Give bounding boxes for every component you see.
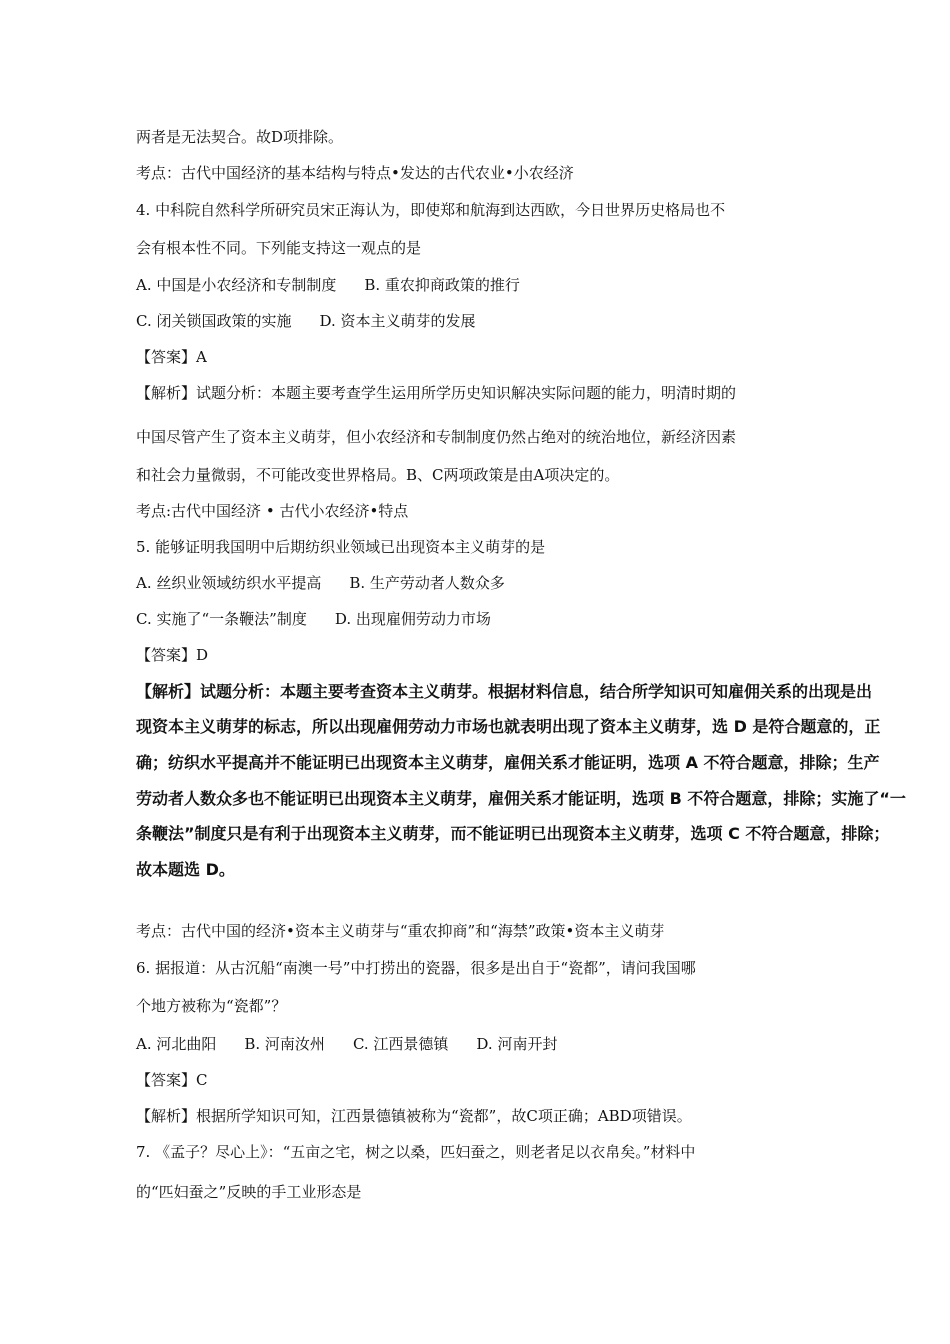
kaodian-line: 考点:古代中国经济 • 古代小农经济•特点 <box>136 502 409 520</box>
option-c: C. 实施了“一条鞭法”制度 <box>136 610 307 628</box>
question-4-options-row-2 <box>136 311 476 331</box>
analysis-line: 现资本主义萌芽的标志，所以出现雇佣劳动力市场也就表明出现了资本主义萌芽，选 D 是符合题意的，正 <box>136 717 881 736</box>
question-4-line-1: 4. 中科院自然科学所研究员宋正海认为，即使郑和航海到达西欧，今日世界历史格局也不 <box>136 201 726 219</box>
text-line: 两者是无法契合。故D项排除。 <box>136 128 344 146</box>
option-d: D. 河南开封 <box>476 1035 558 1053</box>
answer-line: 【答案】D <box>136 646 209 664</box>
option-d: D. 出现雇佣劳动力市场 <box>334 610 491 628</box>
option-d: D. 资本主义萌芽的发展 <box>319 312 476 330</box>
question-5-options-row-1 <box>136 573 505 593</box>
analysis-line: 【解析】试题分析：本题主要考查学生运用所学历史知识解决实际问题的能力，明清时期的 <box>136 384 737 402</box>
answer-line: 【答案】A <box>136 348 207 366</box>
analysis-line: 【解析】试题分析：本题主要考查资本主义萌芽。根据材料信息，结合所学知识可知雇佣关系的出现是出 <box>136 682 873 701</box>
analysis-line: 【解析】根据所学知识可知，江西景德镇被称为“瓷都”，故C项正确；ABD项错误。 <box>136 1107 692 1125</box>
analysis-line: 和社会力量微弱，不可能改变世界格局。B、C两项政策是由A项决定的。 <box>136 466 620 484</box>
kaodian-line: 考点：古代中国的经济•资本主义萌芽与“重农抑商”和“海禁”政策•资本主义萌芽 <box>136 922 665 940</box>
question-6-options <box>136 1034 557 1054</box>
analysis-line: 确；纺织水平提高并不能证明已出现资本主义萌芽，雇佣关系才能证明，选项 A 不符合题意，排除；生产 <box>136 753 880 772</box>
question-6-line-1: 6. 据报道：从古沉船“南澳一号”中打捞出的瓷器，很多是出自于“瓷都”，请问我国哪 <box>136 959 696 977</box>
option-a: A. 丝织业领域纺织水平提高 <box>136 574 322 592</box>
analysis-line: 中国尽管产生了资本主义萌芽，但小农经济和专制制度仍然占绝对的统治地位，新经济因素 <box>136 428 737 446</box>
answer-line: 【答案】C <box>136 1071 208 1089</box>
question-7-line-1: 7. 《孟子？尽心上》：“五亩之宅，树之以桑，匹妇蚕之，则老者足以衣帛矣。”材料中 <box>136 1143 696 1161</box>
question-4-options-row-1 <box>136 275 520 295</box>
kaodian-line: 考点：古代中国经济的基本结构与特点•发达的古代农业•小农经济 <box>136 164 574 182</box>
question-7-line-2: 的“匹妇蚕之”反映的手工业形态是 <box>136 1183 362 1201</box>
option-b: B. 生产劳动者人数众多 <box>349 574 505 592</box>
option-c: C. 闭关锁国政策的实施 <box>136 312 292 330</box>
question-5-options-row-2 <box>136 609 491 629</box>
option-b: B. 重农抑商政策的推行 <box>364 276 520 294</box>
analysis-line: 故本题选 D。 <box>136 860 235 879</box>
analysis-line: 条鞭法”制度只是有利于出现资本主义萌芽，而不能证明已出现资本主义萌芽，选项 C 不符合题意，排除； <box>136 824 890 843</box>
question-4-line-2: 会有根本性不同。下列能支持这一观点的是 <box>136 239 422 257</box>
analysis-line: 劳动者人数众多也不能证明已出现资本主义萌芽，雇佣关系才能证明，选项 B 不符合题意，排除；实施了“一 <box>136 789 906 808</box>
option-a: A. 中国是小农经济和专制制度 <box>136 276 337 294</box>
option-b: B. 河南汝州 <box>244 1035 325 1053</box>
question-6-line-2: 个地方被称为“瓷都”？ <box>136 997 287 1015</box>
question-5-line: 5. 能够证明我国明中后期纺织业领域已出现资本主义萌芽的是 <box>136 538 546 556</box>
option-c: C. 江西景德镇 <box>352 1035 449 1053</box>
option-a: A. 河北曲阳 <box>136 1035 217 1053</box>
